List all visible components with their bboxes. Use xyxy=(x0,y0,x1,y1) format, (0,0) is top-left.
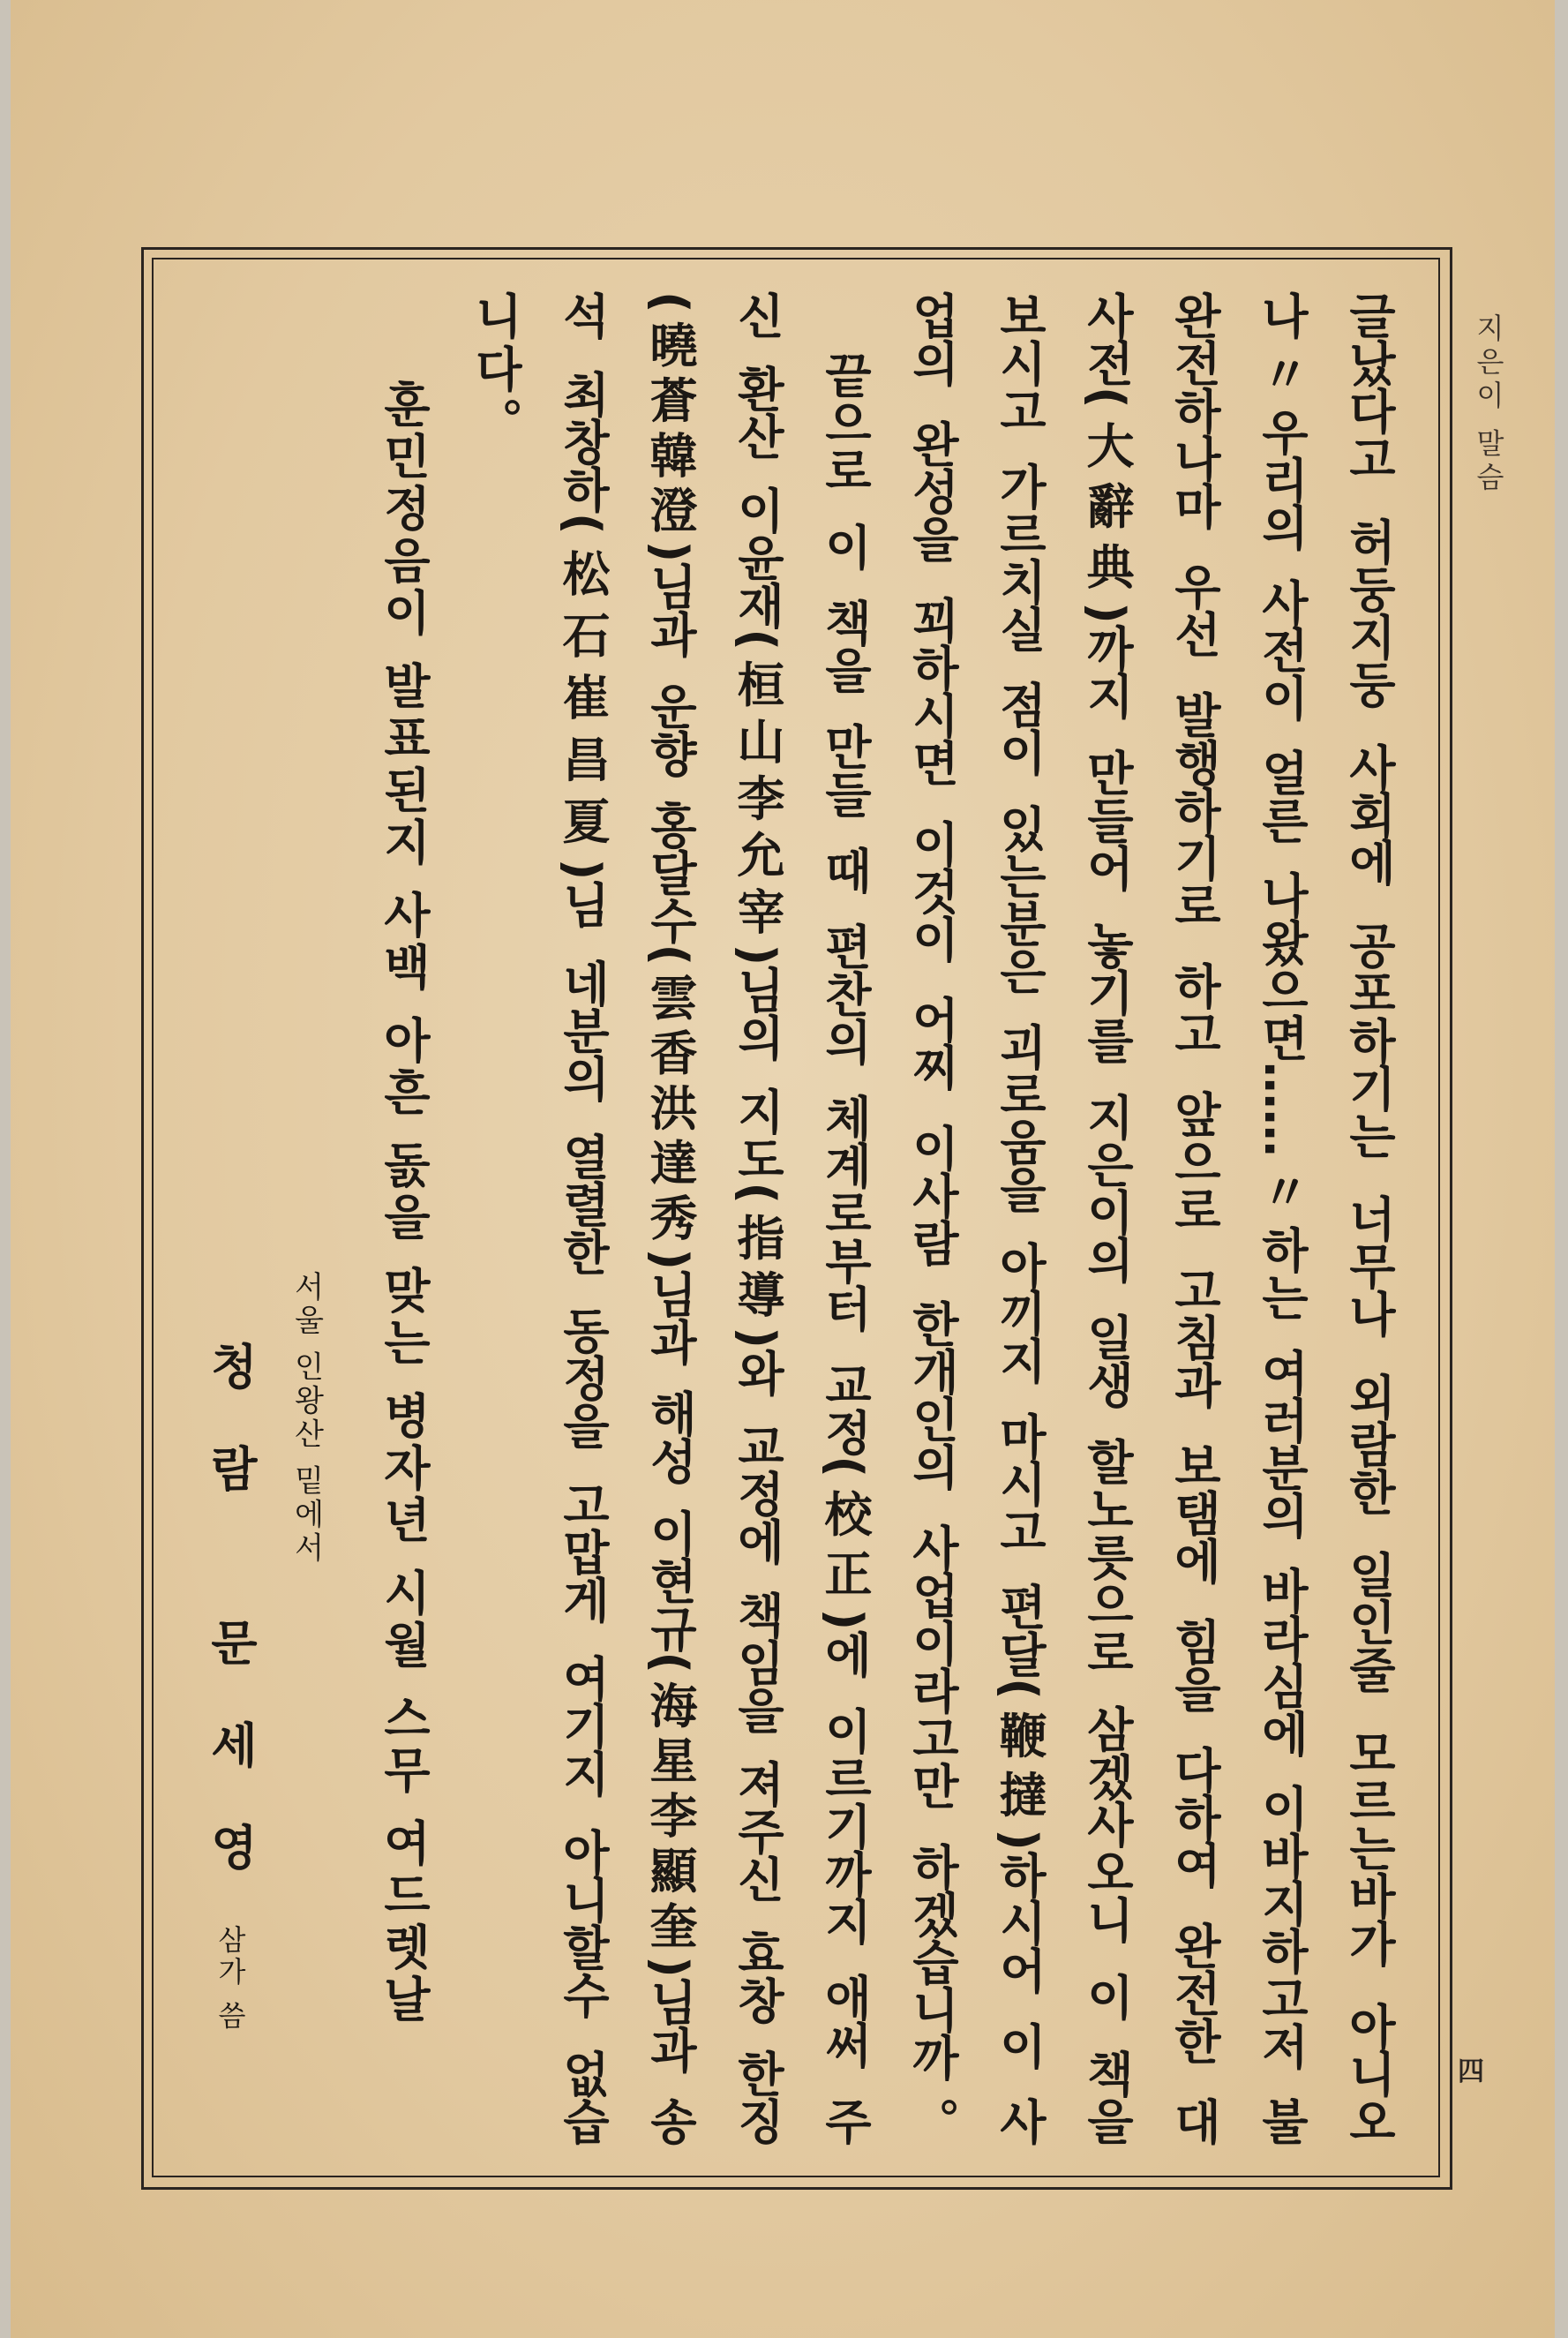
book-page xyxy=(11,0,1555,2338)
text-column-8: 신 환산 이윤재(桓山李允宰)님의 지도(指導)와 교정에 책임을 져주신 효창 한징 xyxy=(730,291,785,2145)
signature-suffix: 삼가 씀 xyxy=(214,1924,247,2033)
place-line: 서울 인왕산 밑에서 xyxy=(289,1271,324,1566)
text-column-10: 석 최창하(松石崔昌夏)님 네분의 열렬한 동정을 고맙게 여기지 아니할수 없습 xyxy=(555,291,611,2145)
page-border-inner xyxy=(152,258,1440,2177)
page-number: 四 xyxy=(1458,2056,1484,2087)
signature xyxy=(203,1342,259,2033)
text-column-4: 사전(大辭典)까지 만들어 놓기를 지은이의 일생 할노릇으로 삼겠사오니 이 책을 xyxy=(1079,291,1135,2145)
author-name: 청람 문세영 xyxy=(203,1342,259,1925)
text-column-5: 보시고 가르치실 점이 있는분은 괴로움을 아끼지 마시고 편달(鞭撻)하시어 이 사 xyxy=(992,291,1047,2145)
text-column-1: 글났다고 허둥지둥 사회에 공포하기는 너무나 외람한 일인줄 모르는바가 아니오 xyxy=(1341,291,1397,2145)
closing-line: 니다。 xyxy=(468,291,523,450)
text-column-6: 업의 완성을 꾀하시면 이것이 어찌 이사람 한개인의 사업이라고만 하겠습니까。 xyxy=(904,291,960,2145)
running-header: 지은이 말슴 xyxy=(1472,313,1505,496)
text-column-7: 끝으로 이 책을 만들 때 편찬의 체계로부터 교정(校正)에 이르기까지 애써 주 xyxy=(817,291,873,2145)
text-column-3: 완전하나마 우선 발행하기로 하고 앞으로 고침과 보탬에 힘을 다하여 완전한 대 xyxy=(1167,291,1222,2145)
text-column-9: (曉蒼韓澄)님과 운향 홍달수(雲香洪達秀)님과 해성 이현규(海星李顯奎)님과 송 xyxy=(642,291,698,2145)
date-line: 훈민정음이 발표된지 사백 아흔 돐을 맞는 병자년 시월 스무 여드렛날 xyxy=(376,380,431,2027)
text-column-2: 나〃우리의 사전이 얼른 나왔으면……〃하는 여러분의 바라심에 이바지하고저 불 xyxy=(1254,291,1309,2145)
